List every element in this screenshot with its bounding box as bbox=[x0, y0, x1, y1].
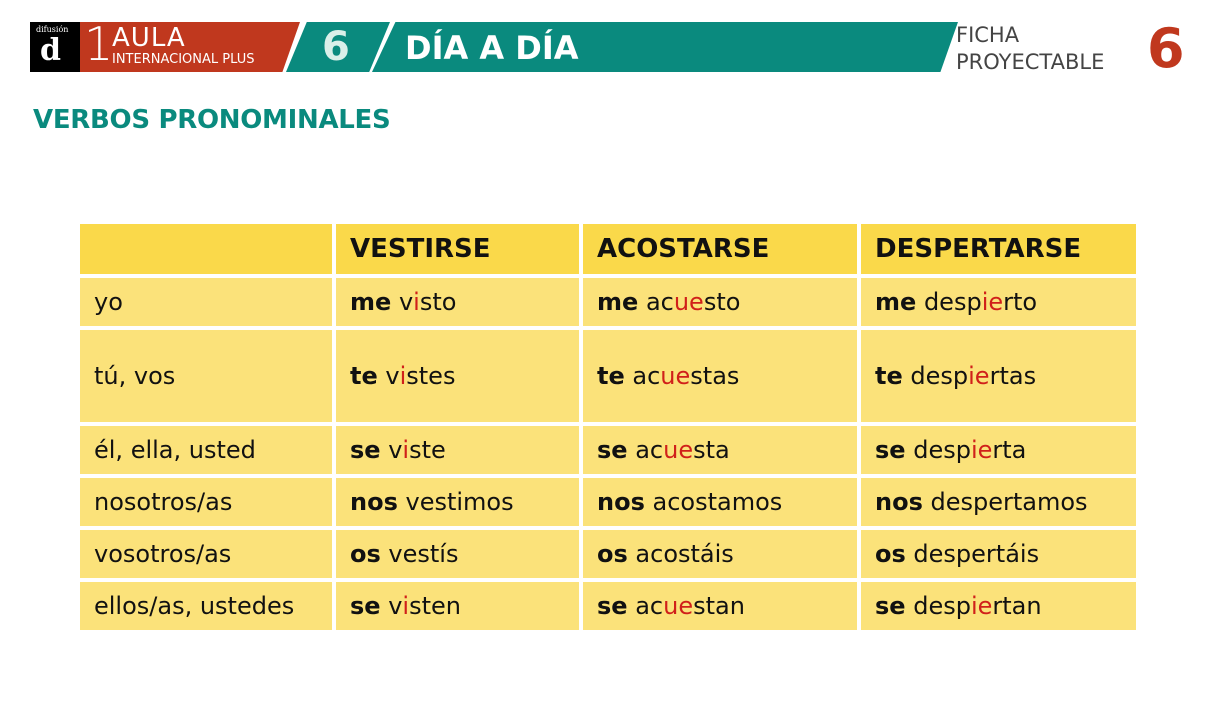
person-cell: yo bbox=[80, 278, 332, 326]
form-cell: te despiertas bbox=[861, 330, 1136, 422]
form-cell: nos vestimos bbox=[336, 478, 579, 526]
form-cell: os vestís bbox=[336, 530, 579, 578]
ficha-line-1: FICHA bbox=[956, 23, 1020, 47]
unit-number: 6 bbox=[322, 24, 350, 70]
conjugation-table bbox=[76, 220, 1140, 634]
ficha-number: 6 bbox=[1147, 17, 1185, 80]
header-cell-despertarse: DESPERTARSE bbox=[861, 224, 1136, 274]
form-cell: os acostáis bbox=[583, 530, 857, 578]
person-cell: él, ella, usted bbox=[80, 426, 332, 474]
section-title: VERBOS PRONOMINALES bbox=[33, 105, 391, 135]
brand-name: AULA bbox=[112, 23, 186, 53]
form-cell: se despiertan bbox=[861, 582, 1136, 630]
form-cell: me acuesto bbox=[583, 278, 857, 326]
form-cell: os despertáis bbox=[861, 530, 1136, 578]
form-cell: se acuestan bbox=[583, 582, 857, 630]
person-cell: tú, vos bbox=[80, 330, 332, 422]
table-row bbox=[80, 478, 1136, 526]
person-cell: ellos/as, ustedes bbox=[80, 582, 332, 630]
table-header-row bbox=[80, 224, 1136, 274]
form-cell: me despierto bbox=[861, 278, 1136, 326]
header-cell-acostarse: ACOSTARSE bbox=[583, 224, 857, 274]
form-cell: se visten bbox=[336, 582, 579, 630]
ficha-label bbox=[956, 22, 1104, 76]
form-cell: nos despertamos bbox=[861, 478, 1136, 526]
table-row bbox=[80, 530, 1136, 578]
publisher-name: difusión bbox=[36, 25, 69, 34]
form-cell: nos acostamos bbox=[583, 478, 857, 526]
form-cell: se acuesta bbox=[583, 426, 857, 474]
header-cell-vestirse: VESTIRSE bbox=[336, 224, 579, 274]
table-row bbox=[80, 278, 1136, 326]
table-row bbox=[80, 582, 1136, 630]
table-row bbox=[80, 426, 1136, 474]
brand-subtitle: INTERNACIONAL PLUS bbox=[112, 52, 255, 67]
person-cell: vosotros/as bbox=[80, 530, 332, 578]
form-cell: se viste bbox=[336, 426, 579, 474]
form-cell: se despierta bbox=[861, 426, 1136, 474]
header-cell-empty bbox=[80, 224, 332, 274]
publisher-logo-mark: d bbox=[40, 33, 61, 68]
person-cell: nosotros/as bbox=[80, 478, 332, 526]
form-cell: te acuestas bbox=[583, 330, 857, 422]
ficha-line-2: PROYECTABLE bbox=[956, 50, 1105, 74]
form-cell: me visto bbox=[336, 278, 579, 326]
form-cell: te vistes bbox=[336, 330, 579, 422]
brand-number: 1 bbox=[84, 17, 114, 71]
unit-title: DÍA A DÍA bbox=[405, 29, 579, 67]
publisher-logo bbox=[30, 22, 80, 72]
table-row bbox=[80, 330, 1136, 422]
